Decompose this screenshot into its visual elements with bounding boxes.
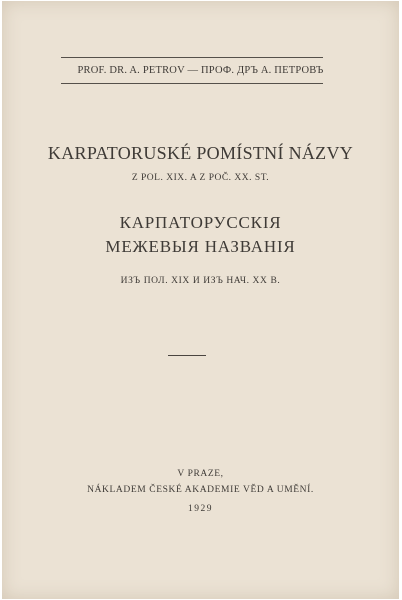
header-rule-top — [61, 57, 323, 58]
czech-subtitle: Z POL. XIX. A Z POČ. XX. ST. — [131, 173, 270, 183]
author-line: PROF. DR. A. PETROV — ПРОФ. ДРЪ А. ПЕТРОВЪ — [77, 65, 324, 76]
russian-title-line-2: МЕЖЕВЫЯ НАЗВАНІЯ — [105, 237, 296, 256]
publisher-line: NÁKLADEM ČESKÉ AKADEMIE VĚD A UMĚNÍ. — [87, 485, 314, 495]
russian-subtitle: ИЗЪ ПОЛ. XIX И ИЗЪ НАЧ. XX В. — [120, 276, 281, 286]
ornamental-divider — [168, 355, 206, 356]
publication-year: 1929 — [188, 504, 213, 514]
czech-title: KARPATORUSKÉ POMÍSTNÍ NÁZVY — [47, 143, 354, 163]
header-rule-bottom — [61, 83, 323, 84]
publication-place: V PRAZE, — [177, 469, 224, 479]
book-cover — [2, 1, 399, 599]
russian-title-line-1: КАРПАТОРУССКІЯ — [119, 213, 282, 232]
